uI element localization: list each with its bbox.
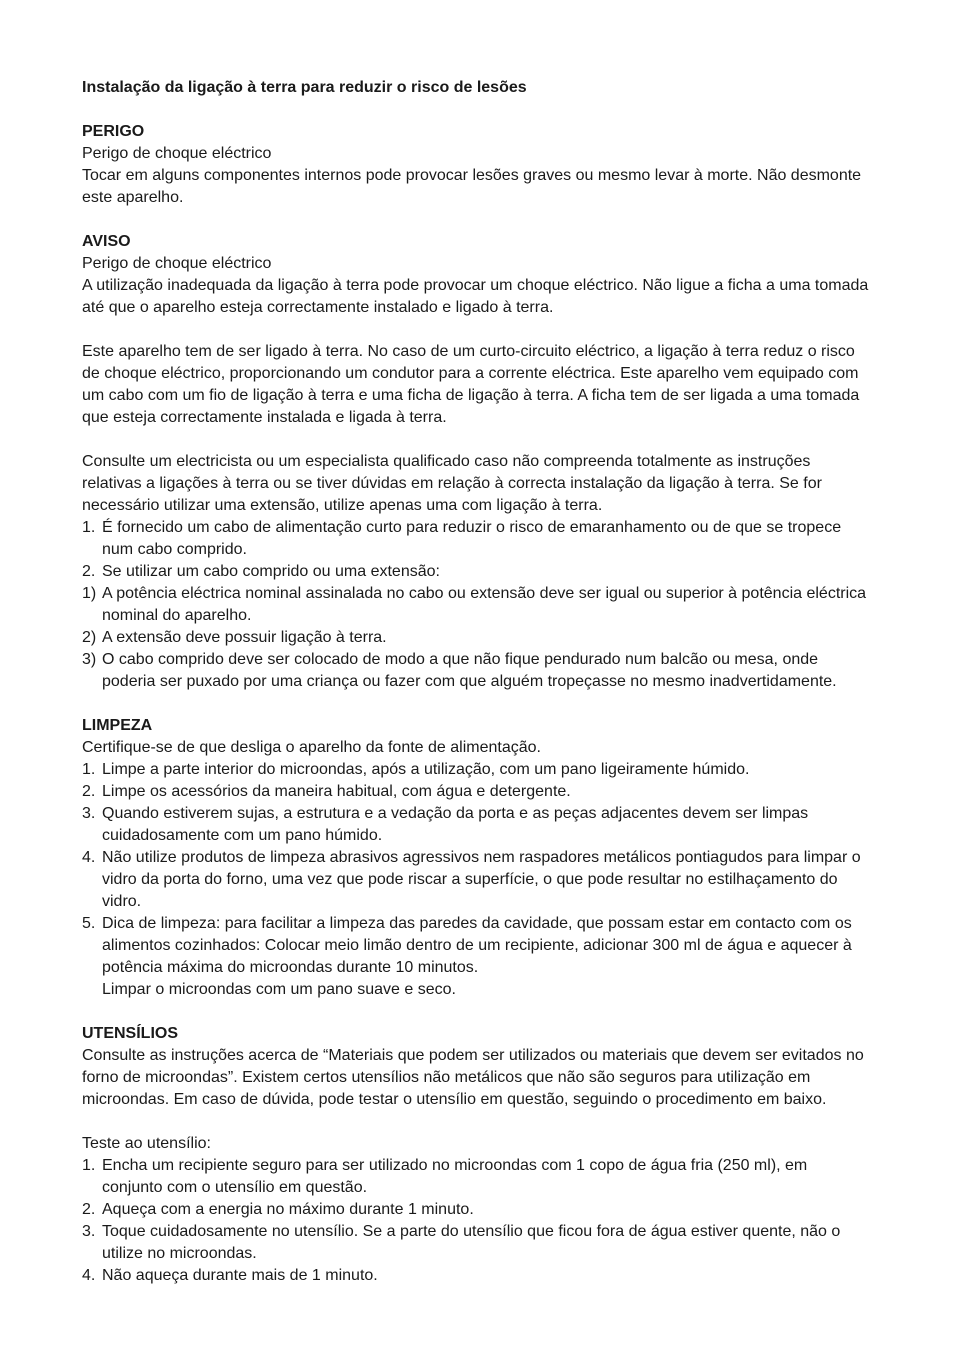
list-item-marker: 1) — [82, 585, 97, 602]
list-item-marker: 1. — [82, 519, 96, 536]
spacer — [82, 319, 870, 341]
list-item-marker: 4. — [82, 1267, 96, 1284]
list-item-body: É fornecido um cabo de alimentação curto para reduzir o risco de emaranhamento ou de que se tropece num cabo comprido. — [102, 519, 842, 558]
list-item-body: O cabo comprido deve ser colocado de modo a que não fique pendurado num balcão ou mesa, onde poderia ser puxado por uma criança ou fazer com que alguém tropeçasse no mesmo inadvertidamente. — [102, 651, 837, 690]
spacer — [82, 693, 870, 715]
list-item-text — [102, 781, 870, 803]
perigo-subtitle: Perigo de choque eléctrico — [82, 145, 272, 162]
perigo-heading: PERIGO — [82, 123, 145, 140]
limpeza-list-item — [82, 913, 870, 1001]
list-item-text — [102, 627, 870, 649]
list-item-marker: 2) — [82, 629, 97, 646]
list-item-text — [102, 847, 870, 913]
list-item-marker: 2. — [82, 783, 96, 800]
list-item-marker: 4. — [82, 849, 96, 866]
earthing-list-a-item — [82, 561, 870, 583]
list-item-body: Toque cuidadosamente no utensílio. Se a parte do utensílio que ficou fora de água estiver quente, não o utilize no microondas. — [102, 1223, 841, 1262]
list-item-marker: 5. — [82, 915, 96, 932]
list-item-body: Limpe os acessórios da maneira habitual, com água e detergente. — [102, 783, 571, 800]
utensilios-heading: UTENSÍLIOS — [82, 1025, 179, 1042]
utensilios-list — [82, 1155, 870, 1287]
list-item-marker: 1. — [82, 1157, 96, 1174]
list-item-body: Encha um recipiente seguro para ser utilizado no microondas com 1 copo de água fria (250 ml), em conjunto com o utensílio em questão. — [102, 1157, 808, 1196]
utensilios-list-item — [82, 1265, 870, 1287]
earthing-list-b-item — [82, 649, 870, 693]
spacer — [82, 429, 870, 451]
limpeza-intro: Certifique-se de que desliga o aparelho da fonte de alimentação. — [82, 739, 541, 756]
utensilios-test-intro: Teste ao utensílio: — [82, 1135, 211, 1152]
list-item-marker: 3. — [82, 805, 96, 822]
earthing-list-b-item — [82, 583, 870, 627]
aviso-text: A utilização inadequada da ligação à terra pode provocar um choque eléctrico. Não ligue a ficha a uma tomada até que o aparelho esteja correctamente instalado e ligado à terra. — [82, 277, 869, 316]
list-item-text — [102, 561, 870, 583]
spacer — [82, 1111, 870, 1133]
list-item-text — [102, 1221, 870, 1265]
list-item-text — [102, 1199, 870, 1221]
list-item-body: Aqueça com a energia no máximo durante 1 minuto. — [102, 1201, 474, 1218]
list-item-text — [102, 583, 870, 627]
list-item-marker: 3. — [82, 1223, 96, 1240]
list-item-body: A potência eléctrica nominal assinalada no cabo ou extensão deve ser igual ou superior à potência eléctrica nominal do aparelho. — [102, 585, 867, 624]
perigo-text: Tocar em alguns componentes internos pode provocar lesões graves ou mesmo levar à morte. Não desmonte este aparelho. — [82, 167, 862, 206]
list-item-text — [102, 759, 870, 781]
earthing-list-a-item — [82, 517, 870, 561]
aviso-section — [82, 231, 870, 319]
limpeza-list-item — [82, 781, 870, 803]
list-item-body: Dica de limpeza: para facilitar a limpeza das paredes da cavidade, que possam estar em contacto com os alimentos cozinhados: Colocar meio limão dentro de um recipiente, adicionar 300 ml de água e aquecer à potência máxima do microondas durante 10 minutos. — [102, 915, 852, 976]
list-item-body: A extensão deve possuir ligação à terra. — [102, 629, 387, 646]
list-item-body: Não utilize produtos de limpeza abrasivos agressivos nem raspadores metálicos pontiagudos para limpar o vidro da porta do forno, uma vez que pode riscar a superfície, o que pode resultar no estilhaçamento do vidro. — [102, 849, 861, 910]
list-item-extra: Limpar o microondas com um pano suave e seco. — [102, 981, 456, 998]
list-item-body: Não aqueça durante mais de 1 minuto. — [102, 1267, 378, 1284]
utensilios-text: Consulte as instruções acerca de “Materiais que podem ser utilizados ou materiais que devem ser evitados no forno de microondas”. Existem certos utensílios não metálicos que não são seguros para utilização em microondas. Em caso de dúvida, pode testar o utensílio em questão, seguindo o procedimento em baixo. — [82, 1047, 864, 1108]
utensilios-list-item — [82, 1221, 870, 1265]
list-item-text — [102, 517, 870, 561]
utensilios-section — [82, 1023, 870, 1287]
list-item-text — [102, 1155, 870, 1199]
limpeza-list-item — [82, 847, 870, 913]
list-item-marker: 1. — [82, 761, 96, 778]
earthing-list-b-item — [82, 627, 870, 649]
document-title: Instalação da ligação à terra para reduzir o risco de lesões — [82, 79, 527, 96]
list-item-body: Quando estiverem sujas, a estrutura e a vedação da porta e as peças adjacentes devem ser limpas cuidadosamente com um pano húmido. — [102, 805, 809, 844]
limpeza-list — [82, 759, 870, 1001]
spacer — [82, 1001, 870, 1023]
utensilios-list-item — [82, 1155, 870, 1199]
limpeza-heading: LIMPEZA — [82, 717, 153, 734]
earthing-paragraph-1: Este aparelho tem de ser ligado à terra. No caso de um curto-circuito eléctrico, a ligação à terra reduz o risco de choque eléctrico, proporcionando um condutor para a corrente eléctrica. Este aparelho vem equipado com um cabo com um fio de ligação à terra e uma ficha de ligação à terra. A ficha tem de ser ligada a uma tomada que esteja correctamente instalada e ligada à terra. — [82, 343, 860, 426]
list-item-text — [102, 803, 870, 847]
aviso-heading: AVISO — [82, 233, 131, 250]
list-item-marker: 3) — [82, 651, 97, 668]
list-item-body: Limpe a parte interior do microondas, após a utilização, com um pano ligeiramente húmido. — [102, 761, 750, 778]
list-item-text — [102, 649, 870, 693]
earthing-list-a — [82, 517, 870, 583]
earthing-list-b — [82, 583, 870, 693]
limpeza-list-item — [82, 759, 870, 781]
earthing-section — [82, 341, 870, 693]
list-item-text — [102, 1265, 870, 1287]
limpeza-list-item — [82, 803, 870, 847]
list-item-marker: 2. — [82, 1201, 96, 1218]
limpeza-section — [82, 715, 870, 1001]
utensilios-list-item — [82, 1199, 870, 1221]
spacer — [82, 209, 870, 231]
list-item-marker: 2. — [82, 563, 96, 580]
aviso-subtitle: Perigo de choque eléctrico — [82, 255, 272, 272]
perigo-section — [82, 121, 870, 209]
list-item-text — [102, 913, 870, 1001]
list-item-body: Se utilizar um cabo comprido ou uma extensão: — [102, 563, 440, 580]
earthing-paragraph-2: Consulte um electricista ou um especialista qualificado caso não compreenda totalmente as instruções relativas a ligações à terra ou se tiver dúvidas em relação à correcta instalação da ligação à terra. Se for necessário utilizar uma extensão, utilize apenas uma com ligação à terra. — [82, 453, 822, 514]
